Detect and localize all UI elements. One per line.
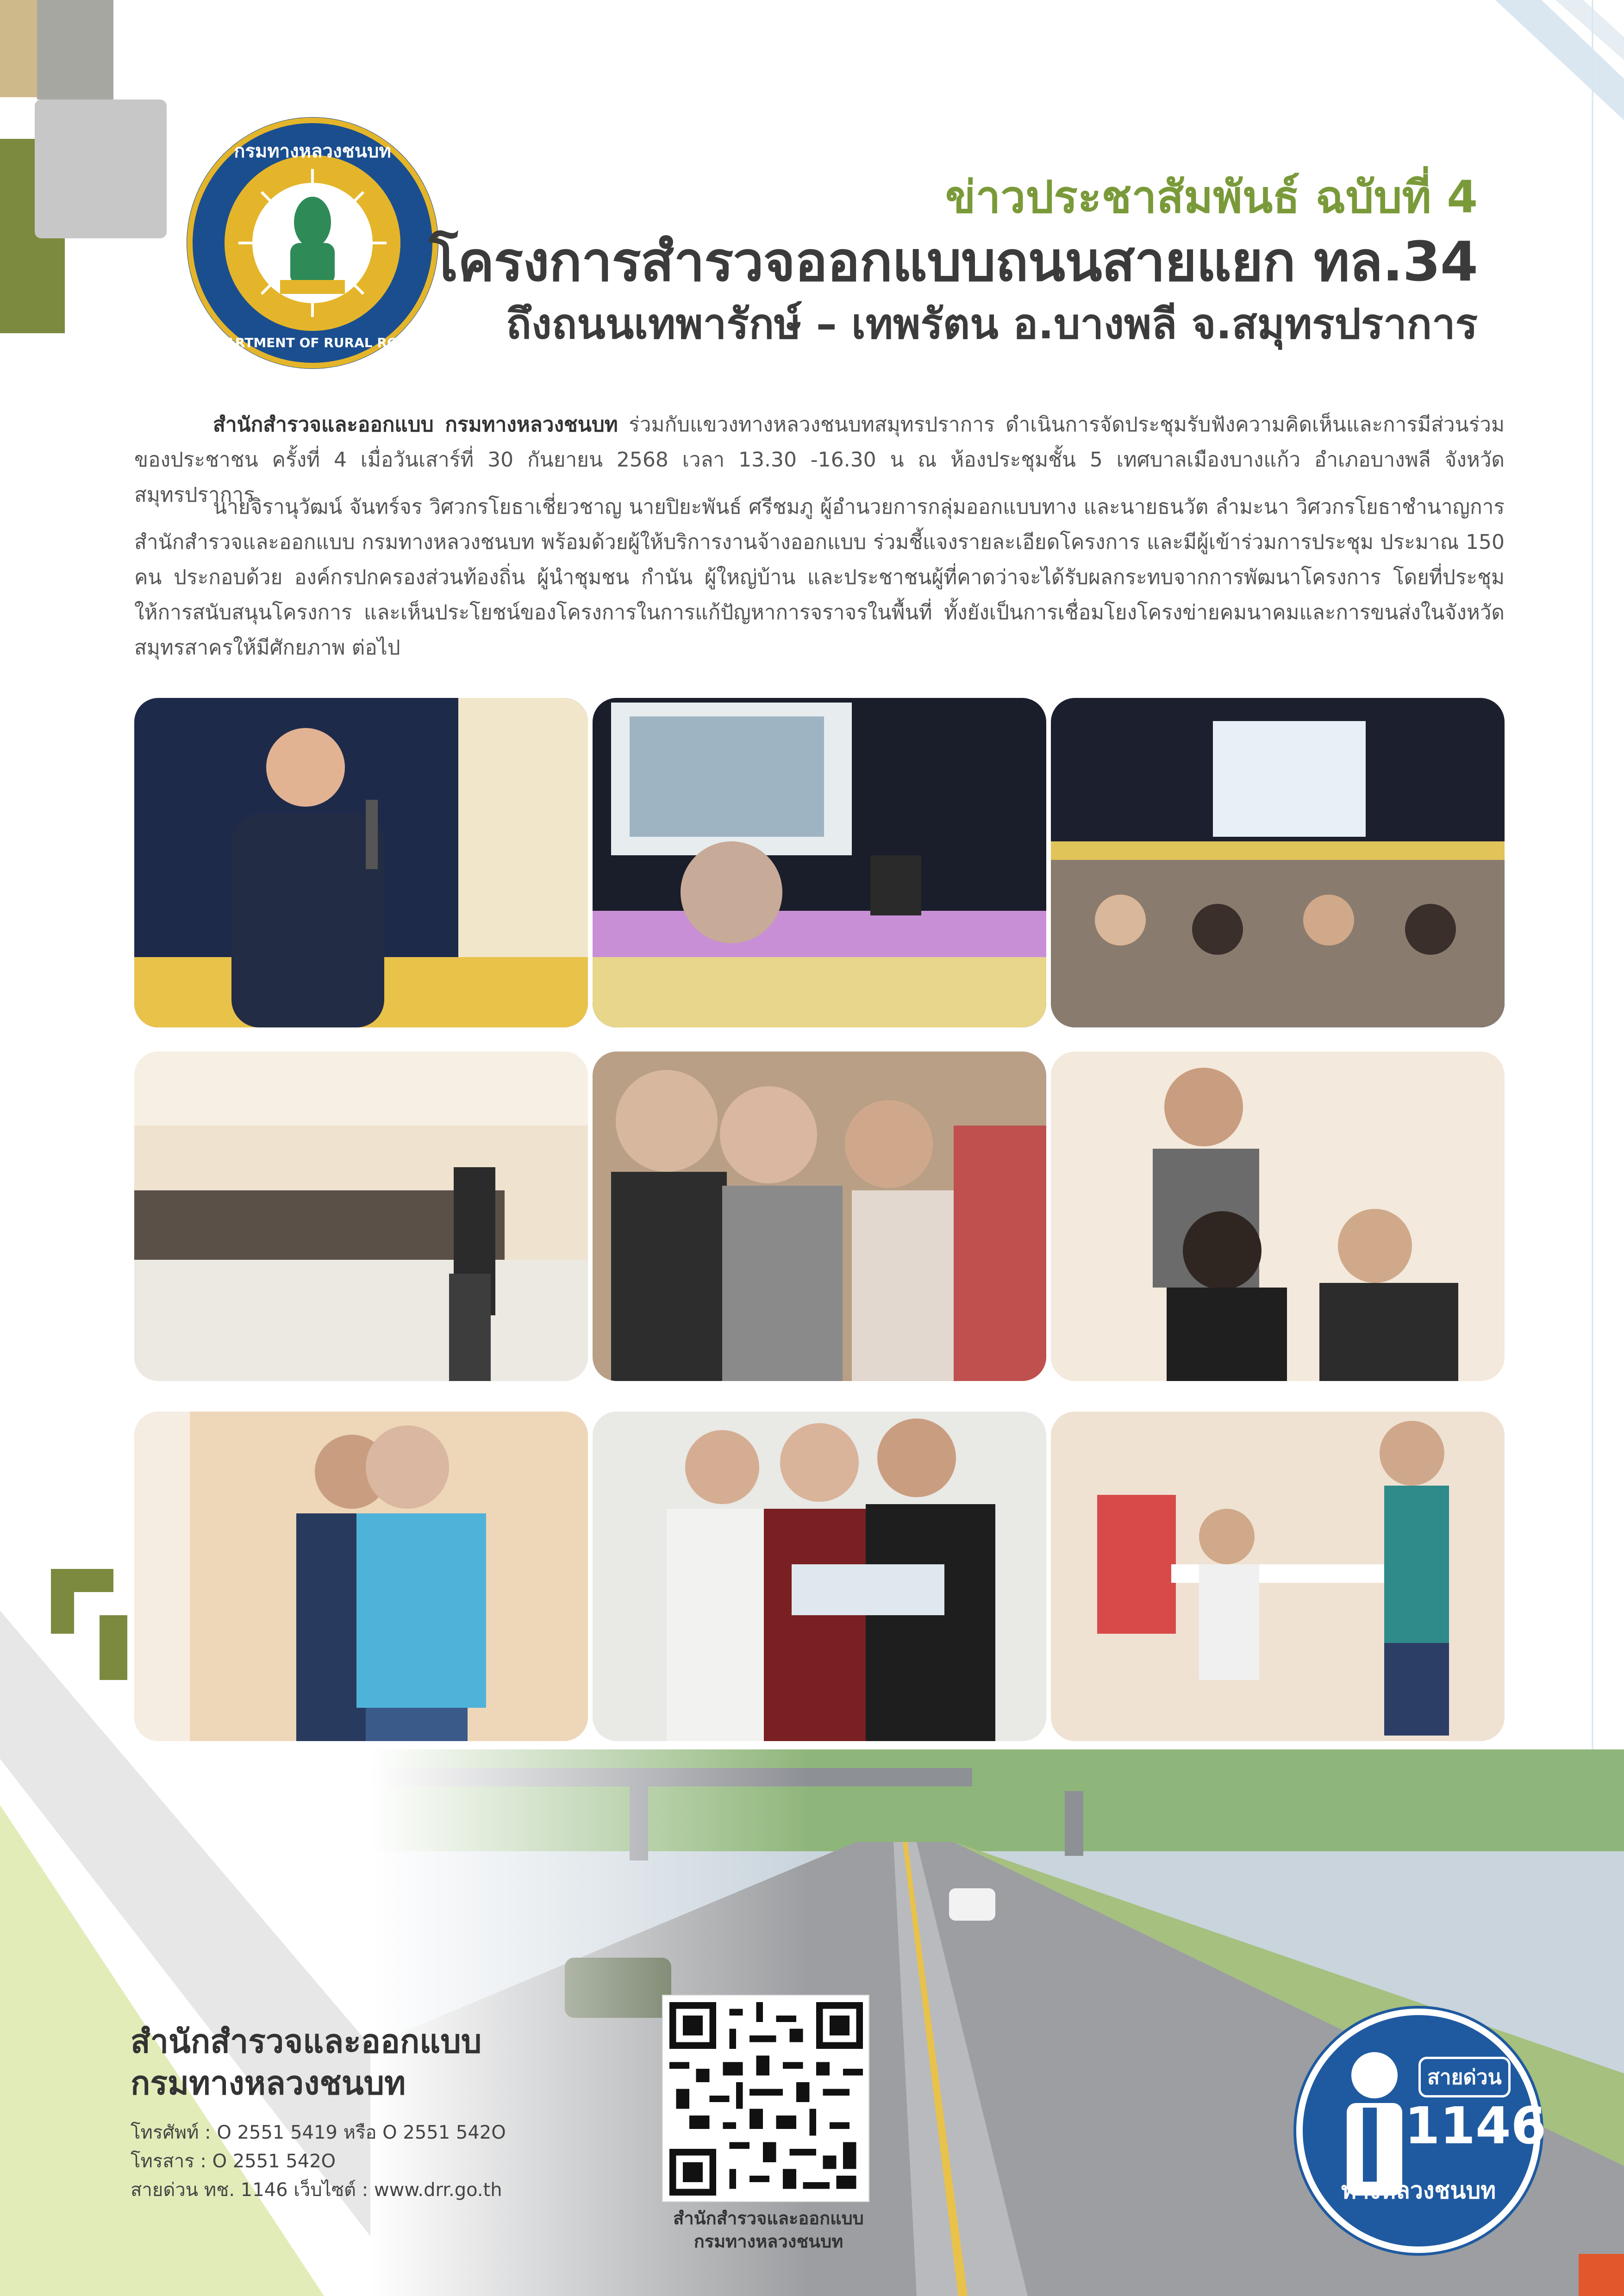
decor-corner-orange (1579, 2254, 1624, 2296)
photo-wide-room (134, 1052, 588, 1381)
photo-registration-table (1051, 1412, 1505, 1741)
hotline-number: 1146 (1405, 2096, 1547, 2155)
photo-audience-hall (1051, 698, 1505, 1027)
footer-fax: โทรสาร : O 2551 542O (131, 2151, 336, 2172)
photo-officials-reviewing (593, 1412, 1046, 1741)
paragraph-details: นายจิรานุวัฒน์ จันทร์จร วิศวกรโยธาเชี่ยวชาญ นายปิยะพันธ์ ศรีชมภู ผู้อำนวยการกลุ่มออกแบบทาง และนายธนวัต ลำมะนา วิศวกรโยธาชำนาญการ สำนักสำรวจและออกแบบ กรมทางหลวงชนบท พร้อมด้วยผู้ให้บริการงานจ้างออกแบบ ร่วมชี้แจงรายละเอียดโครงการ และมีผู้เข้าร่วมการประชุม ประมาณ 150 คน ประกอบด้วย องค์กรปกครองส่วนท้องถิ่น ผู้นำชุมชน กำนัน ผู้ใหญ่บ้าน และประชาชนผู้ที่คาดว่าจะได้รับผลกระทบจากการพัฒนาโครงการ โดยที่ประชุมให้การสนับสนุนโครงการ และเห็นประโยชน์ของโครงการในการแก้ปัญหาการจราจรในพื้นที่ ทั้งยังเป็นการเชื่อมโยงโครงข่ายคมนาคมและการขนส่งในจังหวัดสมุทรสาครให้มีศักยภาพ ต่อไป (134, 495, 1505, 660)
project-title: โครงการสำรวจออกแบบถนนสายแยก ทล.34 (429, 230, 1478, 293)
footer-hotline-website: สายด่วน ทช. 1146 เว็บไซต์ : www.drr.go.th (131, 2179, 502, 2201)
qr-caption-line2: กรมทางหลวงชนบท (693, 2231, 843, 2252)
footer-phone: โทรศัพท์ : O 2551 5419 หรือ O 2551 542O (131, 2122, 506, 2143)
photo-attendees-reading (593, 1052, 1046, 1381)
project-subtitle: ถึงถนนเทพารักษ์ – เทพรัตน อ.บางพลี จ.สมุทรปราการ (506, 300, 1478, 348)
photo-audience-question (1051, 1052, 1505, 1381)
footer-org-line1: สำนักสำรวจและออกแบบ (131, 2022, 482, 2060)
hotline-department: ทางหลวงชนบท (1341, 2177, 1496, 2204)
photo-speaker (134, 698, 588, 1027)
hotline-label: สายด่วน (1418, 2057, 1511, 2097)
footer-org-line2: กรมทางหลวงชนบท (131, 2064, 406, 2102)
intro-text: ร่วมกับแขวงทางหลวงชนบทสมุทรปราการ ดำเนินการจัดประชุมรับฟังความคิดเห็นและการมีส่วนร่วมของประชาชน ครั้งที่ 4 เมื่อวันเสาร์ที่ 30 กันยายน 2568 เวลา 13.30 -16.30 น ณ ห้องประชุมชั้น 5 เทศบาลเมืองบางแก้ว อำเภอบางพลี จังหวัดสมุทรปราการ (134, 413, 1505, 507)
photo-map-pointing (134, 1412, 588, 1741)
photo-presentation (593, 698, 1046, 1027)
logo-text-top: กรมทางหลวงชนบท (234, 141, 391, 162)
qr-caption-line1: สำนักสำรวจและออกแบบ (673, 2208, 864, 2228)
qr-code[interactable] (662, 1995, 869, 2202)
department-logo (183, 113, 442, 373)
logo-text-bottom: DEPARTMENT OF RURAL ROADS (197, 335, 428, 350)
issue-title: ข่าวประชาสัมพันธ์ ฉบับที่ 4 (945, 171, 1478, 223)
hotline-badge (1296, 2009, 1547, 2253)
intro-org-name: สำนักสำรวจและออกแบบ กรมทางหลวงชนบท (213, 413, 618, 436)
